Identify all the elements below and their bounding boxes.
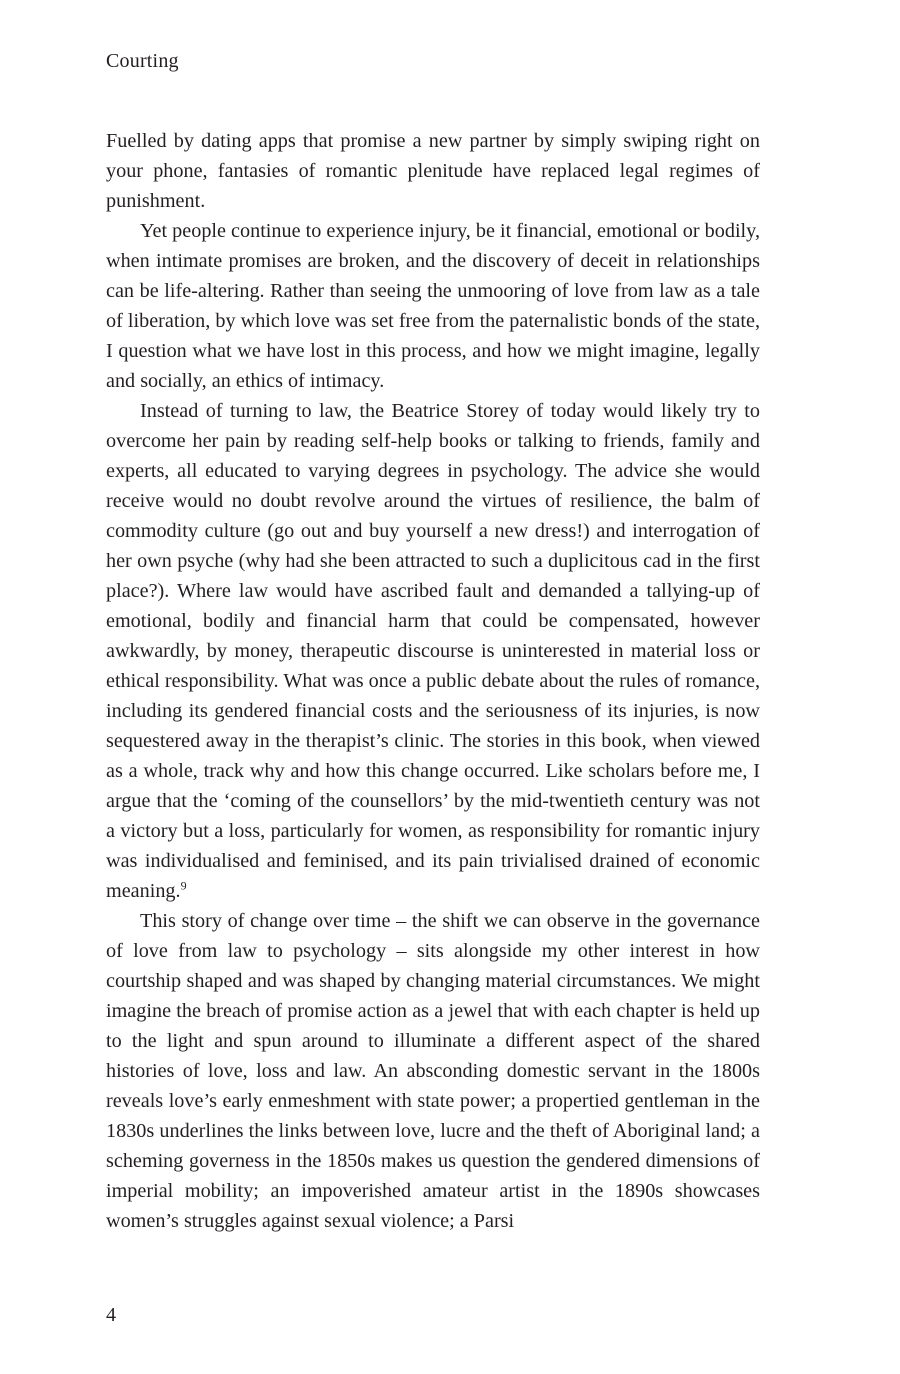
paragraph-text: This story of change over time – the shift we can observe in the governance of love from law to psychology – sits alongside my other interest in how courtship shaped and was shaped by changing material circumstances. We might imagine the breach of promise action as a jewel that with each chapter is held up to the light and spun around to illuminate a different aspect of the shared histories of love, loss and law. An absconding domestic servant in the 1800s reveals love’s early enmeshment with state power; a propertied gentleman in the 1830s underlines the links between love, lucre and the theft of Aboriginal land; a scheming governess in the 1850s makes us question the gendered dimensions of imperial mobility; an impoverished amateur artist in the 1890s showcases women’s struggles against sexual violence; a Parsi: [106, 910, 760, 1232]
running-head: Courting: [106, 50, 179, 72]
body-text: [106, 126, 760, 1236]
paragraph-1: [106, 126, 760, 216]
paragraph-text: Fuelled by dating apps that promise a new partner by simply swiping right on your phone, fantasies of romantic plenitude have replaced legal regimes of punishment.: [106, 130, 760, 212]
paragraph-2: [106, 216, 760, 396]
paragraph-text: Instead of turning to law, the Beatrice Storey of today would likely try to overcome her pain by reading self-help books or talking to friends, family and experts, all educated to varying degrees in psychology. The advice she would receive would no doubt revolve around the virtues of resilience, the balm of commodity culture (go out and buy yourself a new dress!) and interrogation of her own psyche (why had she been attracted to such a duplicitous cad in the first place?). Where law would have ascribed fault and demanded a tallying-up of emotional, bodily and financial harm that could be compensated, however awkwardly, by money, therapeutic discourse is uninterested in material loss or ethical responsibility. What was once a public debate about the rules of romance, including its gendered financial costs and the seriousness of its injuries, is now sequestered away in the therapist’s clinic. The stories in this book, when viewed as a whole, track why and how this change occurred. Like scholars before me, I argue that the ‘coming of the counsellors’ by the mid-twentieth century was not a victory but a loss, particularly for women, as responsibility for romantic injury was individualised and feminised, and its pain trivialised drained of economic meaning.: [106, 400, 760, 902]
paragraph-4: [106, 906, 760, 1236]
paragraph-text: Yet people continue to experience injury, be it financial, emotional or bodily, when intimate promises are broken, and the discovery of deceit in relationships can be life-altering. Rather than seeing the unmooring of love from law as a tale of liberation, by which love was set free from the paternalistic bonds of the state, I question what we have lost in this process, and how we might imagine, legally and socially, an ethics of intimacy.: [106, 220, 760, 392]
footnote-reference[interactable]: 9: [180, 878, 187, 893]
paragraph-3: [106, 396, 760, 906]
page-number: 4: [106, 1304, 116, 1326]
